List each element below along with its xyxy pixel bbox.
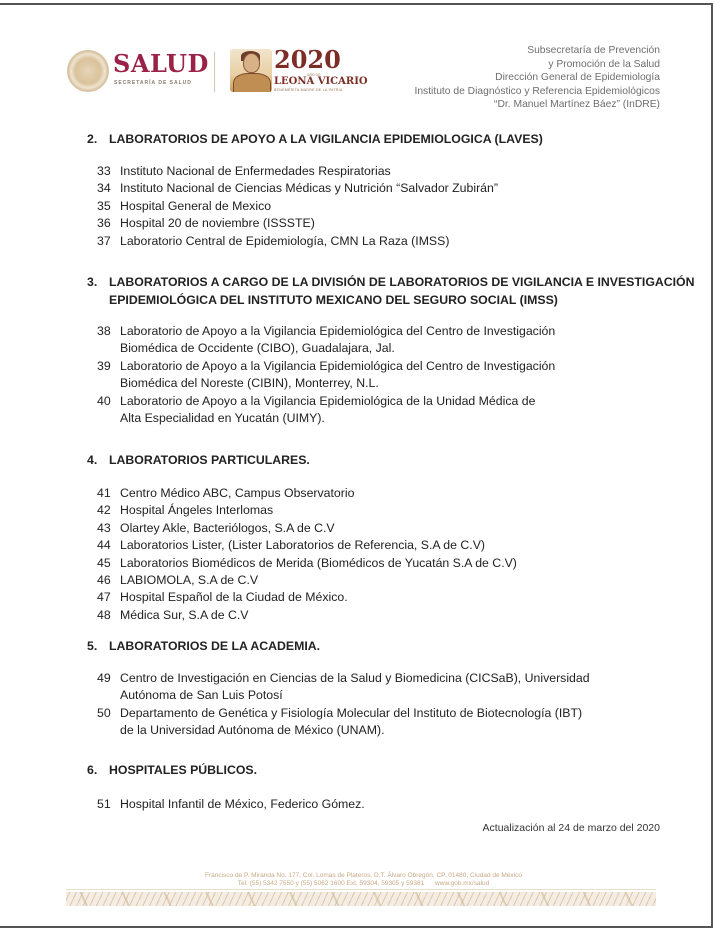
item-text: Laboratorio Central de Epidemiología, CMN La Raza (IMSS) bbox=[120, 233, 450, 248]
item-number: 49 bbox=[97, 671, 111, 685]
section-number: 3. bbox=[87, 275, 98, 289]
section-heading bbox=[87, 762, 257, 780]
section-heading bbox=[87, 131, 543, 149]
section-title: LABORATORIOS PARTICULARES. bbox=[109, 453, 310, 467]
page-border-top bbox=[0, 3, 713, 5]
item-number: 43 bbox=[97, 520, 111, 535]
list-item bbox=[97, 485, 517, 502]
leona-logo-name: LEONA VICARIO bbox=[274, 76, 368, 87]
item-text: Alta Especialidad en Yucatán (UIMY). bbox=[120, 411, 325, 426]
item-number: 42 bbox=[97, 503, 111, 518]
item-text: Centro Médico ABC, Campus Observatorio bbox=[120, 486, 355, 500]
section-number: 5. bbox=[87, 639, 98, 653]
update-note: Actualización al 24 de marzo del 2020 bbox=[482, 822, 660, 834]
item-number: 35 bbox=[97, 198, 111, 213]
institution-line: Subsecretaría de Prevención bbox=[527, 45, 660, 56]
leona-logo-ano-de: AÑO DE bbox=[307, 73, 321, 77]
item-text: Laboratorios Lister, (Lister Laboratorios de Referencia, S.A de C.V) bbox=[120, 538, 485, 553]
salud-logo-subtitle: SECRETARÍA DE SALUD bbox=[114, 80, 192, 86]
leona-vicario-portrait-icon bbox=[230, 49, 272, 92]
mexico-coat-of-arms-icon bbox=[67, 50, 109, 92]
item-text: Hospital 20 de noviembre (ISSSTE) bbox=[120, 216, 315, 231]
item-number: 34 bbox=[97, 181, 111, 196]
item-text: Hospital General de Mexico bbox=[120, 198, 272, 213]
item-text: de la Universidad Autónoma de México (UNAM). bbox=[120, 723, 385, 738]
item-text: Laboratorios Biomédicos de Merida (Biomédicos de Yucatán S.A de C.V) bbox=[120, 555, 517, 570]
section-heading bbox=[87, 274, 695, 309]
section-title: LABORATORIOS DE LA ACADEMIA. bbox=[109, 639, 321, 653]
item-number: 46 bbox=[97, 573, 111, 588]
item-text: Biomédica de Occidente (CIBO), Guadalajara, Jal. bbox=[120, 341, 395, 356]
item-text: Médica Sur, S.A de C.V bbox=[120, 607, 249, 622]
list-item bbox=[97, 233, 498, 250]
section-list bbox=[97, 670, 590, 740]
section-title: LABORATORIOS DE APOYO A LA VIGILANCIA EPIDEMIOLOGICA (LAVES) bbox=[109, 132, 543, 146]
section-list bbox=[97, 323, 555, 427]
institution-line: Dirección General de Epidemiología bbox=[495, 72, 660, 84]
list-item bbox=[97, 323, 555, 358]
item-number: 37 bbox=[97, 233, 111, 248]
list-item bbox=[97, 502, 517, 519]
item-text: Departamento de Genética y Fisiología Molecular del Instituto de Biotecnología (IBT) bbox=[120, 705, 583, 720]
header-divider bbox=[214, 52, 215, 92]
item-number: 39 bbox=[97, 358, 111, 373]
item-number: 40 bbox=[97, 393, 111, 408]
institution-line: y Promoción de la Salud bbox=[548, 58, 660, 70]
list-item bbox=[97, 555, 517, 572]
section-title: EPIDEMIOLÓGICA DEL INSTITUTO MEXICANO DEL SEGURO SOCIAL (IMSS) bbox=[109, 292, 558, 307]
list-item bbox=[97, 589, 517, 606]
item-number: 51 bbox=[97, 797, 111, 811]
section-list bbox=[97, 796, 365, 813]
section-number: 4. bbox=[87, 453, 98, 467]
item-text: LABIOMOLA, S.A de C.V bbox=[120, 573, 259, 588]
list-item bbox=[97, 393, 555, 428]
item-number: 44 bbox=[97, 538, 111, 553]
item-number: 41 bbox=[97, 486, 111, 500]
item-number: 33 bbox=[97, 164, 111, 178]
section-heading bbox=[87, 452, 310, 470]
item-number: 36 bbox=[97, 216, 111, 231]
item-text: Hospital Ángeles Interlomas bbox=[120, 503, 274, 518]
item-text: Olartey Akle, Bacteriólogos, S.A de C.V bbox=[120, 520, 335, 535]
list-item bbox=[97, 198, 498, 215]
list-item bbox=[97, 572, 517, 589]
page-border-right bbox=[711, 3, 713, 928]
institution-line: Instituto de Diagnóstico y Referencia Epidemiológicos bbox=[414, 85, 660, 97]
item-number: 50 bbox=[97, 705, 111, 720]
section-title: LABORATORIOS A CARGO DE LA DIVISIÓN DE LABORATORIOS DE VIGILANCIA E INVESTIGACIÓN bbox=[109, 275, 695, 289]
item-text: Hospital Español de la Ciudad de México. bbox=[120, 590, 348, 605]
institution-line: “Dr. Manuel Martínez Báez” (InDRE) bbox=[494, 99, 660, 111]
list-item bbox=[97, 705, 590, 740]
salud-logo-title: SALUD bbox=[113, 49, 209, 78]
section-list bbox=[97, 163, 498, 250]
item-text: Autónoma de San Luis Potosí bbox=[120, 688, 283, 703]
section-list bbox=[97, 485, 517, 624]
list-item bbox=[97, 537, 517, 554]
item-text: Laboratorio de Apoyo a la Vigilancia Epidemiológica del Centro de Investigación bbox=[120, 324, 556, 338]
list-item bbox=[97, 796, 365, 813]
list-item bbox=[97, 607, 517, 624]
item-number: 38 bbox=[97, 324, 111, 338]
item-text: Laboratorio de Apoyo a la Vigilancia Epidemiológica del Centro de Investigación bbox=[120, 358, 556, 373]
section-number: 6. bbox=[87, 763, 98, 777]
item-text: Hospital Infantil de México, Federico Gómez. bbox=[120, 797, 365, 811]
leona-logo-tagline: BENEMÉRITA MADRE DE LA PATRIA bbox=[274, 88, 343, 92]
footer-address: Francisco de P. Miranda No. 177, Col. Lomas de Plateros, D.T. Álvaro Obregón, CP. 01480, Ciudad de México bbox=[205, 872, 522, 879]
item-text: Instituto Nacional de Enfermedades Respiratorias bbox=[120, 164, 391, 178]
leona-logo-year: 2020 bbox=[274, 45, 341, 74]
list-item bbox=[97, 180, 498, 197]
list-item bbox=[97, 520, 517, 537]
institution-block bbox=[414, 44, 660, 112]
item-text: Instituto Nacional de Ciencias Médicas y Nutrición “Salvador Zubirán” bbox=[120, 181, 498, 196]
item-number: 45 bbox=[97, 555, 111, 570]
list-item bbox=[97, 215, 498, 232]
section-number: 2. bbox=[87, 132, 98, 146]
decorative-pattern-band bbox=[66, 892, 656, 906]
item-text: Biomédica del Noreste (CIBIN), Monterrey, N.L. bbox=[120, 376, 379, 391]
list-item bbox=[97, 163, 498, 180]
item-text: Centro de Investigación en Ciencias de la Salud y Biomedicina (CICSaB), Universidad bbox=[120, 671, 590, 685]
list-item bbox=[97, 358, 555, 393]
item-number: 48 bbox=[97, 607, 111, 622]
portrait-body bbox=[233, 73, 271, 92]
list-item bbox=[97, 670, 590, 705]
item-text: Laboratorio de Apoyo a la Vigilancia Epidemiológica de la Unidad Médica de bbox=[120, 393, 536, 408]
section-title: HOSPITALES PÚBLICOS. bbox=[109, 763, 258, 777]
footer-contact: Tel: (55) 5342 7550 y (55) 5062 1600 Ext. 59304, 59305 y 59381 www.gob.mx/salud bbox=[237, 880, 490, 887]
section-heading bbox=[87, 638, 320, 656]
page-border-bottom bbox=[0, 926, 713, 928]
portrait-head bbox=[243, 53, 260, 73]
footer-divider bbox=[66, 889, 656, 890]
item-number: 47 bbox=[97, 590, 111, 605]
